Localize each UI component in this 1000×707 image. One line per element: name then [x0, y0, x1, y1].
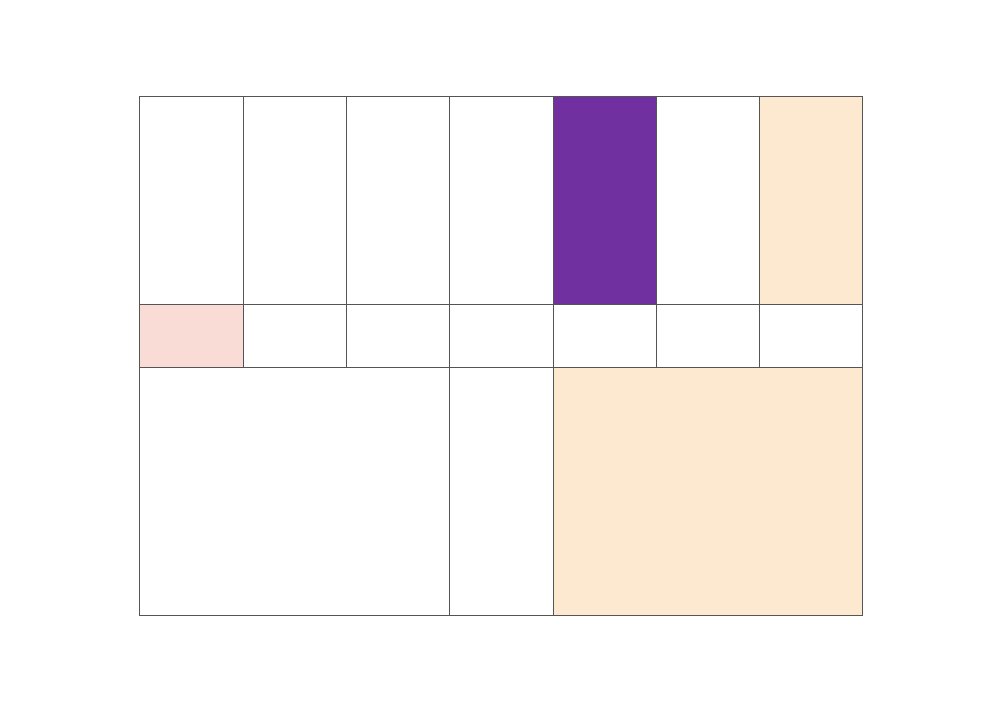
weekday-label — [450, 304, 554, 368]
empty-cell — [450, 368, 554, 616]
weekday-label — [347, 304, 450, 368]
month-star-cell — [450, 97, 554, 305]
calendar-table — [139, 96, 863, 616]
weekday-label — [244, 304, 347, 368]
month-cell — [244, 97, 347, 305]
year-cell — [140, 97, 244, 305]
weekday-label — [657, 304, 760, 368]
legend-cell — [657, 97, 760, 305]
year-star-cell — [347, 97, 450, 305]
notes-row — [140, 368, 863, 616]
weekday-header-row — [140, 304, 863, 368]
honmei-star-cell — [554, 97, 657, 305]
weekday-label — [140, 304, 244, 368]
weekday-label — [760, 304, 863, 368]
watermark-top — [760, 97, 863, 305]
weekday-label — [554, 304, 657, 368]
notes-cell — [140, 368, 450, 616]
watermark-bottom — [554, 368, 863, 616]
